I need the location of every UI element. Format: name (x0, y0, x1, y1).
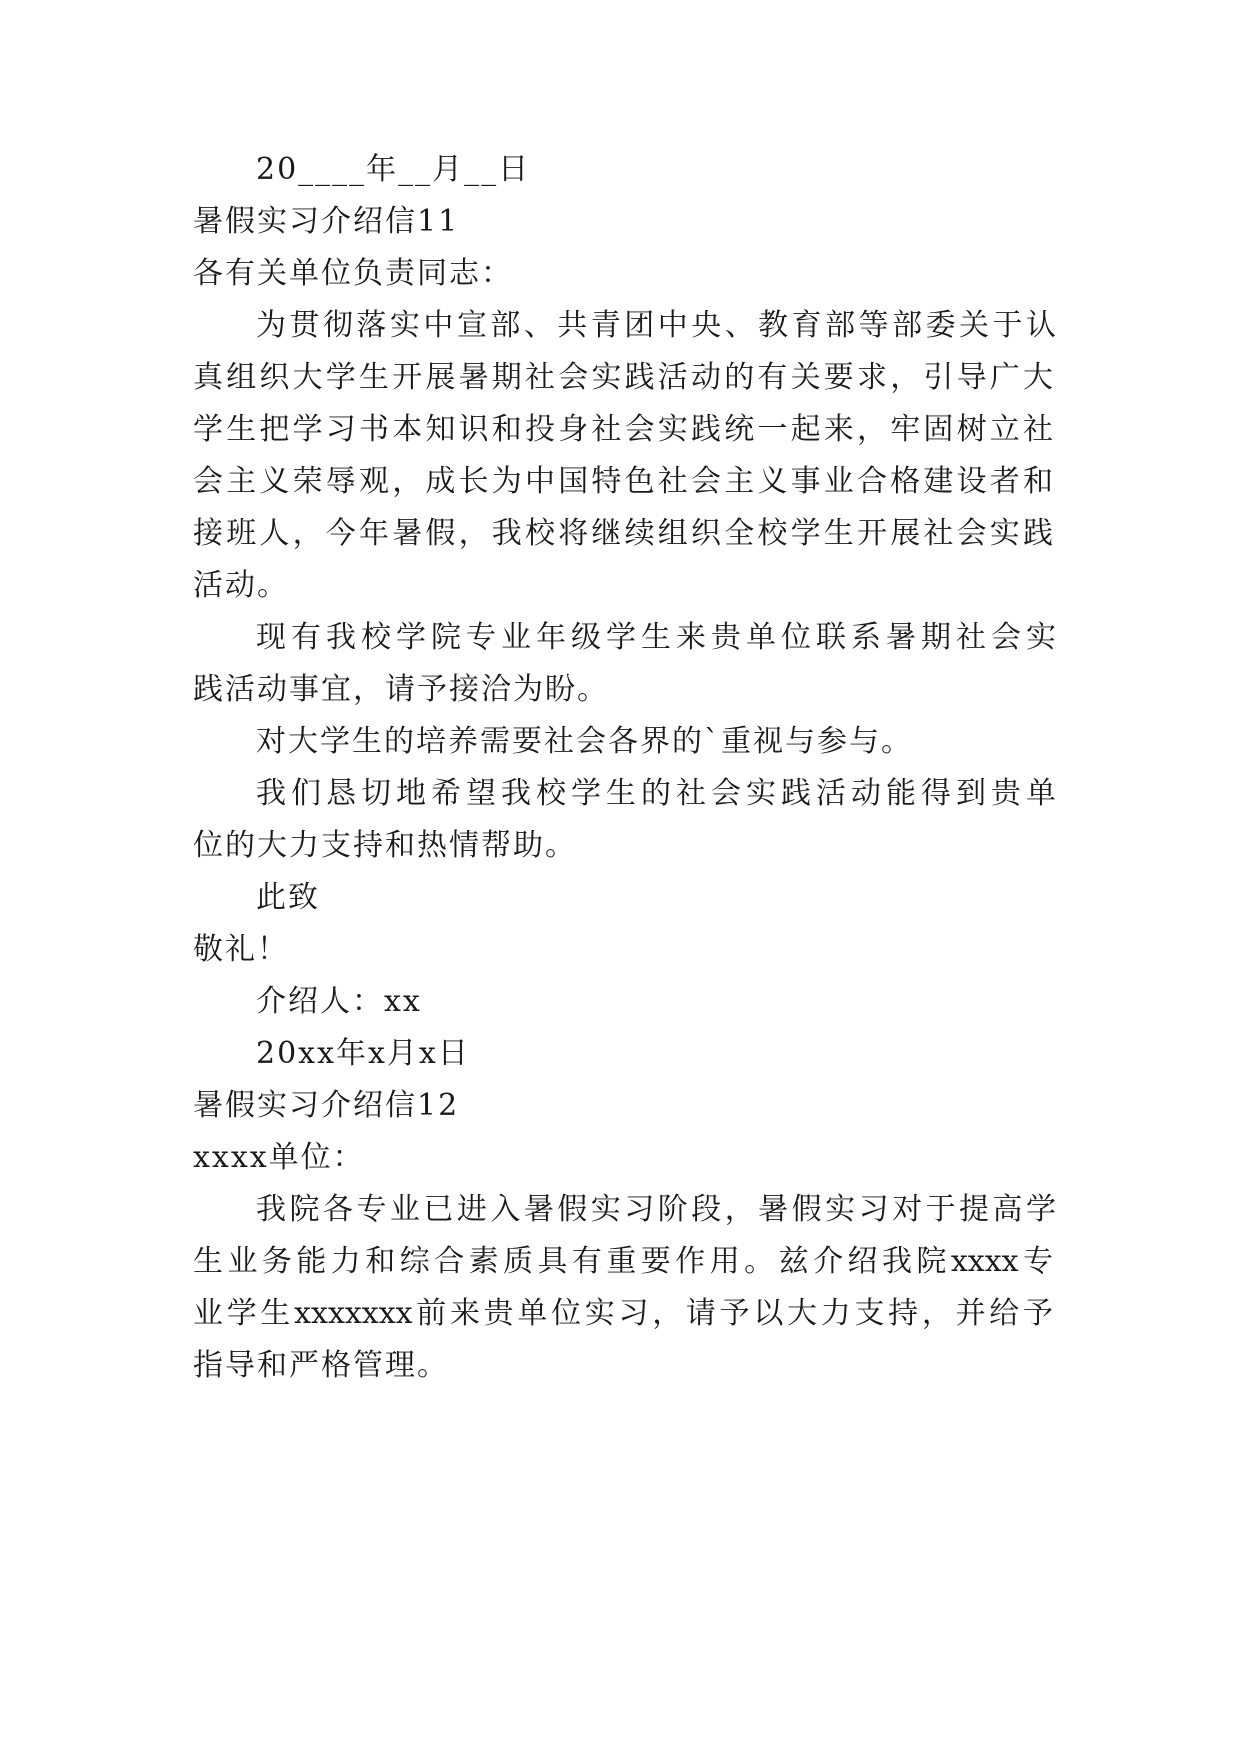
paragraph-line: 会主义荣辱观，成长为中国特色社会主义事业合格建设者和 (193, 464, 1053, 499)
recipient-line: xxxx单位： (193, 1140, 365, 1175)
paragraph-line: 业学生xxxxxxx前来贵单位实习，请予以大力支持，并给予 (193, 1296, 1053, 1331)
paragraph-line: 现有我校学院专业年级学生来贵单位联系暑期社会实 (256, 620, 1056, 655)
paragraph-line: 我院各专业已进入暑假实习阶段，暑假实习对于提高学 (256, 1192, 1056, 1227)
letter-title-12: 暑假实习介绍信12 (193, 1088, 460, 1123)
paragraph-line: 活动。 (193, 568, 289, 603)
date-line: 20____年__月__日 (256, 152, 531, 187)
paragraph-line: 践活动事宜，请予接洽为盼。 (193, 672, 609, 707)
paragraph-line: 接班人，今年暑假，我校将继续组织全校学生开展社会实践 (193, 516, 1053, 551)
paragraph-line: 为贯彻落实中宣部、共青团中央、教育部等部委关于认 (256, 308, 1056, 343)
paragraph-line: 学生把学习书本知识和投身社会实践统一起来，牢固树立社 (193, 412, 1053, 447)
letter-title-11: 暑假实习介绍信11 (193, 204, 460, 239)
paragraph-line: 我们恳切地希望我校学生的社会实践活动能得到贵单 (256, 776, 1056, 811)
salutation: 各有关单位负责同志： (193, 256, 513, 291)
closing-salute: 敬礼！ (193, 932, 289, 967)
signature-date: 20xx年x月x日 (256, 1036, 470, 1071)
paragraph-line: 对大学生的培养需要社会各界的`重视与参与。 (256, 724, 913, 759)
introducer-line: 介绍人：xx (256, 984, 422, 1019)
paragraph-line: 生业务能力和综合素质具有重要作用。兹介绍我院xxxx专 (193, 1244, 1053, 1279)
paragraph-line: 指导和严格管理。 (193, 1348, 449, 1383)
paragraph-line: 位的大力支持和热情帮助。 (193, 828, 577, 863)
paragraph-line: 真组织大学生开展暑期社会实践活动的有关要求，引导广大 (193, 360, 1053, 395)
closing-line: 此致 (256, 880, 320, 915)
